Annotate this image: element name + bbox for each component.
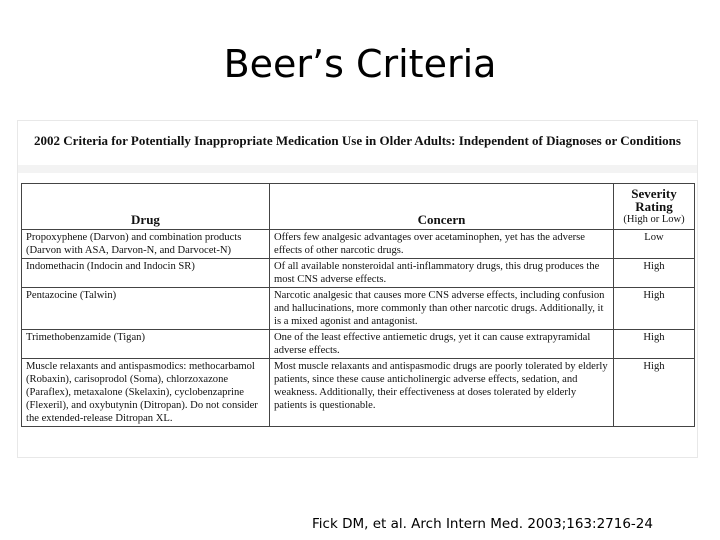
table-row: [22, 359, 695, 427]
rating-cell: High: [614, 259, 695, 288]
column-header-drug: Drug: [22, 184, 270, 230]
rating-cell: High: [614, 288, 695, 330]
drug-cell: Pentazocine (Talwin): [22, 288, 270, 330]
rating-cell: High: [614, 359, 695, 427]
heading-divider: [18, 165, 697, 173]
column-header-concern: Concern: [270, 184, 614, 230]
criteria-document-image: [17, 120, 698, 458]
citation: Fick DM, et al. Arch Intern Med. 2003;163:2716-24: [312, 516, 653, 532]
severity-sublabel: (High or Low): [623, 214, 685, 225]
concern-cell: Offers few analgesic advantages over acetaminophen, yet has the adverse effects of other narcotic drugs.: [270, 230, 614, 259]
severity-label: Severity Rating: [631, 186, 677, 214]
document-heading: 2002 Criteria for Potentially Inappropriate Medication Use in Older Adults: Independent of Diagnoses or Conditions: [34, 133, 681, 148]
table-row: [22, 230, 695, 259]
criteria-table: [21, 183, 695, 427]
table-row: [22, 259, 695, 288]
concern-cell: Most muscle relaxants and antispasmodic drugs are poorly tolerated by elderly patients, since these cause anticholinergic adverse effects, sedation, and weakness. Additionally, their effectiveness at doses tolerated by elderly patients is questionable.: [270, 359, 614, 427]
drug-cell: Propoxyphene (Darvon) and combination products (Darvon with ASA, Darvon-N, and Darvocet-N): [22, 230, 270, 259]
table-header-row: [22, 184, 695, 230]
concern-cell: One of the least effective antiemetic drugs, yet it can cause extrapyramidal adverse effects.: [270, 330, 614, 359]
rating-cell: Low: [614, 230, 695, 259]
table-row: [22, 330, 695, 359]
drug-cell: Indomethacin (Indocin and Indocin SR): [22, 259, 270, 288]
drug-cell: Trimethobenzamide (Tigan): [22, 330, 270, 359]
concern-cell: Narcotic analgesic that causes more CNS adverse effects, including confusion and hallucinations, more commonly than other narcotic drugs. Additionally, it is a mixed agonist and antagonist.: [270, 288, 614, 330]
slide-title: Beer’s Criteria: [223, 42, 497, 86]
table-row: [22, 288, 695, 330]
concern-cell: Of all available nonsteroidal anti-inflammatory drugs, this drug produces the most CNS adverse effects.: [270, 259, 614, 288]
rating-cell: High: [614, 330, 695, 359]
drug-cell: Muscle relaxants and antispasmodics: methocarbamol (Robaxin), carisoprodol (Soma), chlorzoxazone (Paraflex), metaxalone (Skelaxin), cyclobenzaprine (Flexeril), and oxybutynin (Ditropan). Do not consider the extended-release Ditropan XL.: [22, 359, 270, 427]
column-header-severity: [614, 184, 695, 230]
